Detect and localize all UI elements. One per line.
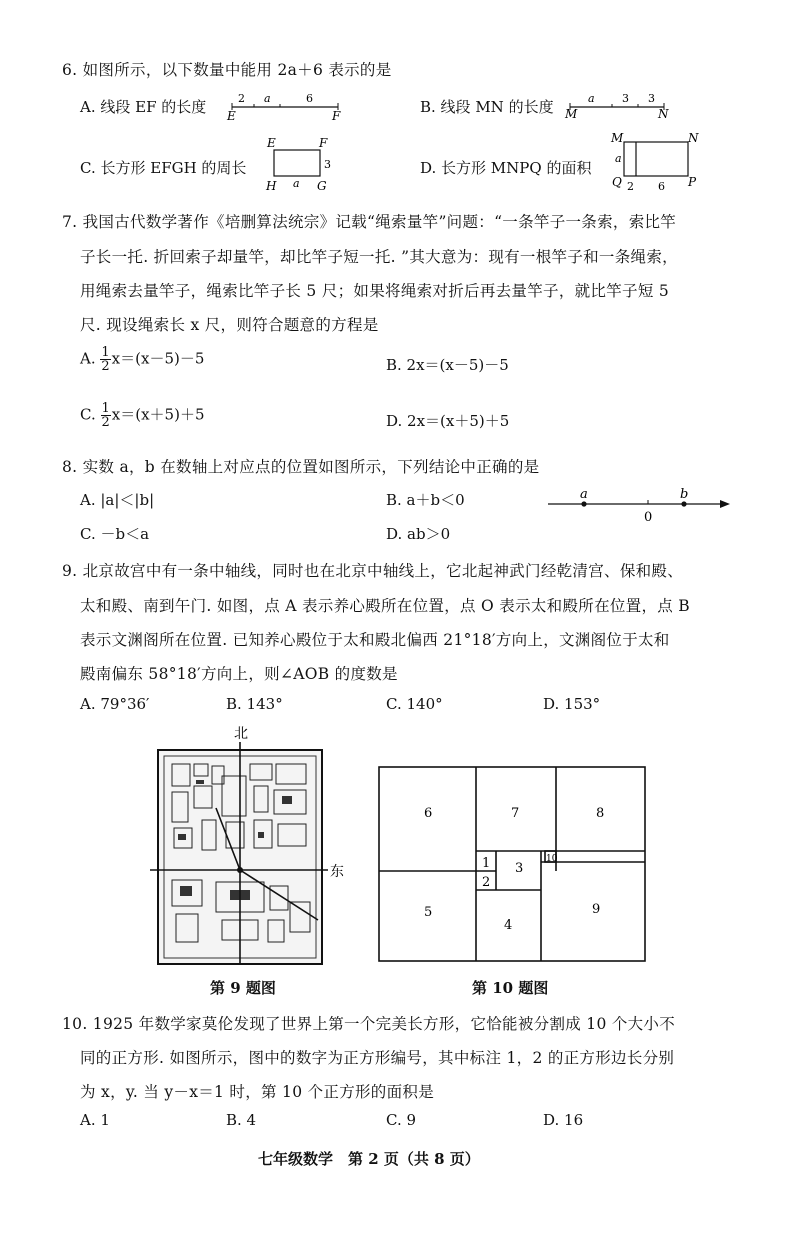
point-n2: N xyxy=(688,131,699,145)
point-g: G xyxy=(317,179,327,193)
point-q: Q xyxy=(612,175,622,189)
q8-stem: 8. 实数 a，b 在数轴上对应点的位置如图所示，下列结论中正确的是 xyxy=(62,458,540,476)
q10-option-c: C. 9 xyxy=(386,1111,417,1129)
q7-option-b: B. 2x＝(x－5)－5 xyxy=(386,356,509,374)
point-n: N xyxy=(658,107,669,121)
q6-option-c: C. 长方形 EFGH 的周长 xyxy=(80,159,247,177)
square-2: 2 xyxy=(482,875,491,890)
east-label: 东 xyxy=(330,864,344,880)
q9-line3: 表示文渊阁所在位置. 已知养心殿位于太和殿北偏西 21°18′方向上，文渊阁位于太和 xyxy=(80,631,670,649)
seg-ef-6: 6 xyxy=(306,92,313,105)
q6-option-b: B. 线段 MN 的长度 xyxy=(420,98,554,116)
square-7: 7 xyxy=(511,806,520,821)
q7-option-c: C. $\frac{1}{2}$ x＝(x＋5)＋5 xyxy=(80,401,205,430)
q10-option-a: A. 1 xyxy=(80,1111,110,1129)
q6-rect-mnpq-figure xyxy=(608,128,704,194)
q8-option-c: C. －b＜a xyxy=(80,525,150,543)
point-m: M xyxy=(565,107,578,121)
point-f2: F xyxy=(319,136,328,150)
q6-option-d: D. 长方形 MNPQ 的面积 xyxy=(420,159,592,177)
square-1: 1 xyxy=(482,856,491,871)
point-e2: E xyxy=(267,136,276,150)
page-footer: 七年级数学 第 2 页（共 8 页） xyxy=(258,1150,480,1168)
q7-line1: 7. 我国古代数学著作《培删算法统宗》记载“绳索量竿”问题：“一条竿子一条索，索比竿 xyxy=(62,213,677,231)
q6-stem: 6. 如图所示，以下数量中能用 2a＋6 表示的是 xyxy=(62,61,392,79)
seg-ef-a: a xyxy=(264,92,271,105)
point-m2: M xyxy=(611,131,624,145)
q9-option-a: A. 79°36′ xyxy=(80,695,150,713)
q6-option-a: A. 线段 EF 的长度 xyxy=(80,98,207,116)
axis-label-0: 0 xyxy=(644,510,653,525)
q10-line1: 10. 1925 年数学家莫伦发现了世界上第一个完美长方形，它恰能被分割成 10 个大小不 xyxy=(62,1015,676,1033)
q10-line2: 同的正方形. 如图所示，图中的数字为正方形编号，其中标注 1，2 的正方形边长分别 xyxy=(80,1049,675,1067)
q9-option-d: D. 153° xyxy=(543,695,601,713)
q8-option-d: D. ab＞0 xyxy=(386,525,451,543)
square-8: 8 xyxy=(596,806,605,821)
q6-rect-efgh-figure xyxy=(262,134,336,194)
square-10: 10 xyxy=(546,854,558,864)
north-label: 北 xyxy=(234,726,248,742)
q7-line4: 尺. 现设绳索长 x 尺，则符合题意的方程是 xyxy=(80,316,379,334)
square-4: 4 xyxy=(504,918,513,933)
rect-side-a: a xyxy=(615,152,622,165)
q10-option-b: B. 4 xyxy=(226,1111,257,1129)
q9-option-c: C. 140° xyxy=(386,695,443,713)
q10-option-d: D. 16 xyxy=(543,1111,584,1129)
q9-line4: 殿南偏东 58°18′方向上，则∠AOB 的度数是 xyxy=(80,665,398,683)
rect-bottom-6: 6 xyxy=(658,180,665,193)
q7-line3: 用绳索去量竿子，绳索比竿子长 5 尺；如果将绳索对折后再去量竿子，就比竿子短 5 xyxy=(80,282,670,300)
point-f: F xyxy=(332,109,341,122)
q7-option-d: D. 2x＝(x＋5)＋5 xyxy=(386,412,510,430)
rect-bottom-a: a xyxy=(293,177,300,190)
point-p: P xyxy=(688,175,697,189)
q9-line1: 9. 北京故宫中有一条中轴线，同时也在北京中轴线上，它北起神武门经乾清宫、保和殿、 xyxy=(62,562,684,580)
q9-option-b: B. 143° xyxy=(226,695,283,713)
square-3: 3 xyxy=(515,861,524,876)
seg-ef-2: 2 xyxy=(238,92,245,105)
q10-line3: 为 x，y. 当 y－x＝1 时，第 10 个正方形的面积是 xyxy=(80,1083,435,1101)
square-6: 6 xyxy=(424,806,433,821)
rect-side-3: 3 xyxy=(324,158,331,171)
seg-mn-a: a xyxy=(588,92,595,105)
rect-bottom-2: 2 xyxy=(627,180,634,193)
square-5: 5 xyxy=(424,905,433,920)
seg-mn-3a: 3 xyxy=(622,92,629,105)
fig10-squared-rectangle xyxy=(374,765,650,965)
fig9-forbidden-city-map xyxy=(150,724,350,966)
square-9: 9 xyxy=(592,902,601,917)
point-e: E xyxy=(227,109,236,122)
fig10-caption: 第 10 题图 xyxy=(472,979,549,997)
q8-number-line xyxy=(544,484,734,526)
point-h: H xyxy=(266,179,277,193)
axis-label-a: a xyxy=(580,487,588,502)
q9-line2: 太和殿、南到午门. 如图，点 A 表示养心殿所在位置，点 O 表示太和殿所在位置，点 B xyxy=(80,597,690,615)
q6-segment-ef-figure xyxy=(226,88,346,122)
q8-option-b: B. a＋b＜0 xyxy=(386,491,465,509)
seg-mn-3b: 3 xyxy=(648,92,655,105)
q7-line2: 子长一托. 折回索子却量竿，却比竿子短一托. ”其大意为：现有一根竿子和一条绳索， xyxy=(80,248,678,266)
q7-option-a: A. $\frac{1}{2}$ x＝(x－5)－5 xyxy=(80,345,205,374)
q6-segment-mn-figure xyxy=(564,88,674,122)
q8-option-a: A. |a|＜|b| xyxy=(80,491,155,509)
fig9-caption: 第 9 题图 xyxy=(210,979,276,997)
axis-label-b: b xyxy=(680,487,689,502)
